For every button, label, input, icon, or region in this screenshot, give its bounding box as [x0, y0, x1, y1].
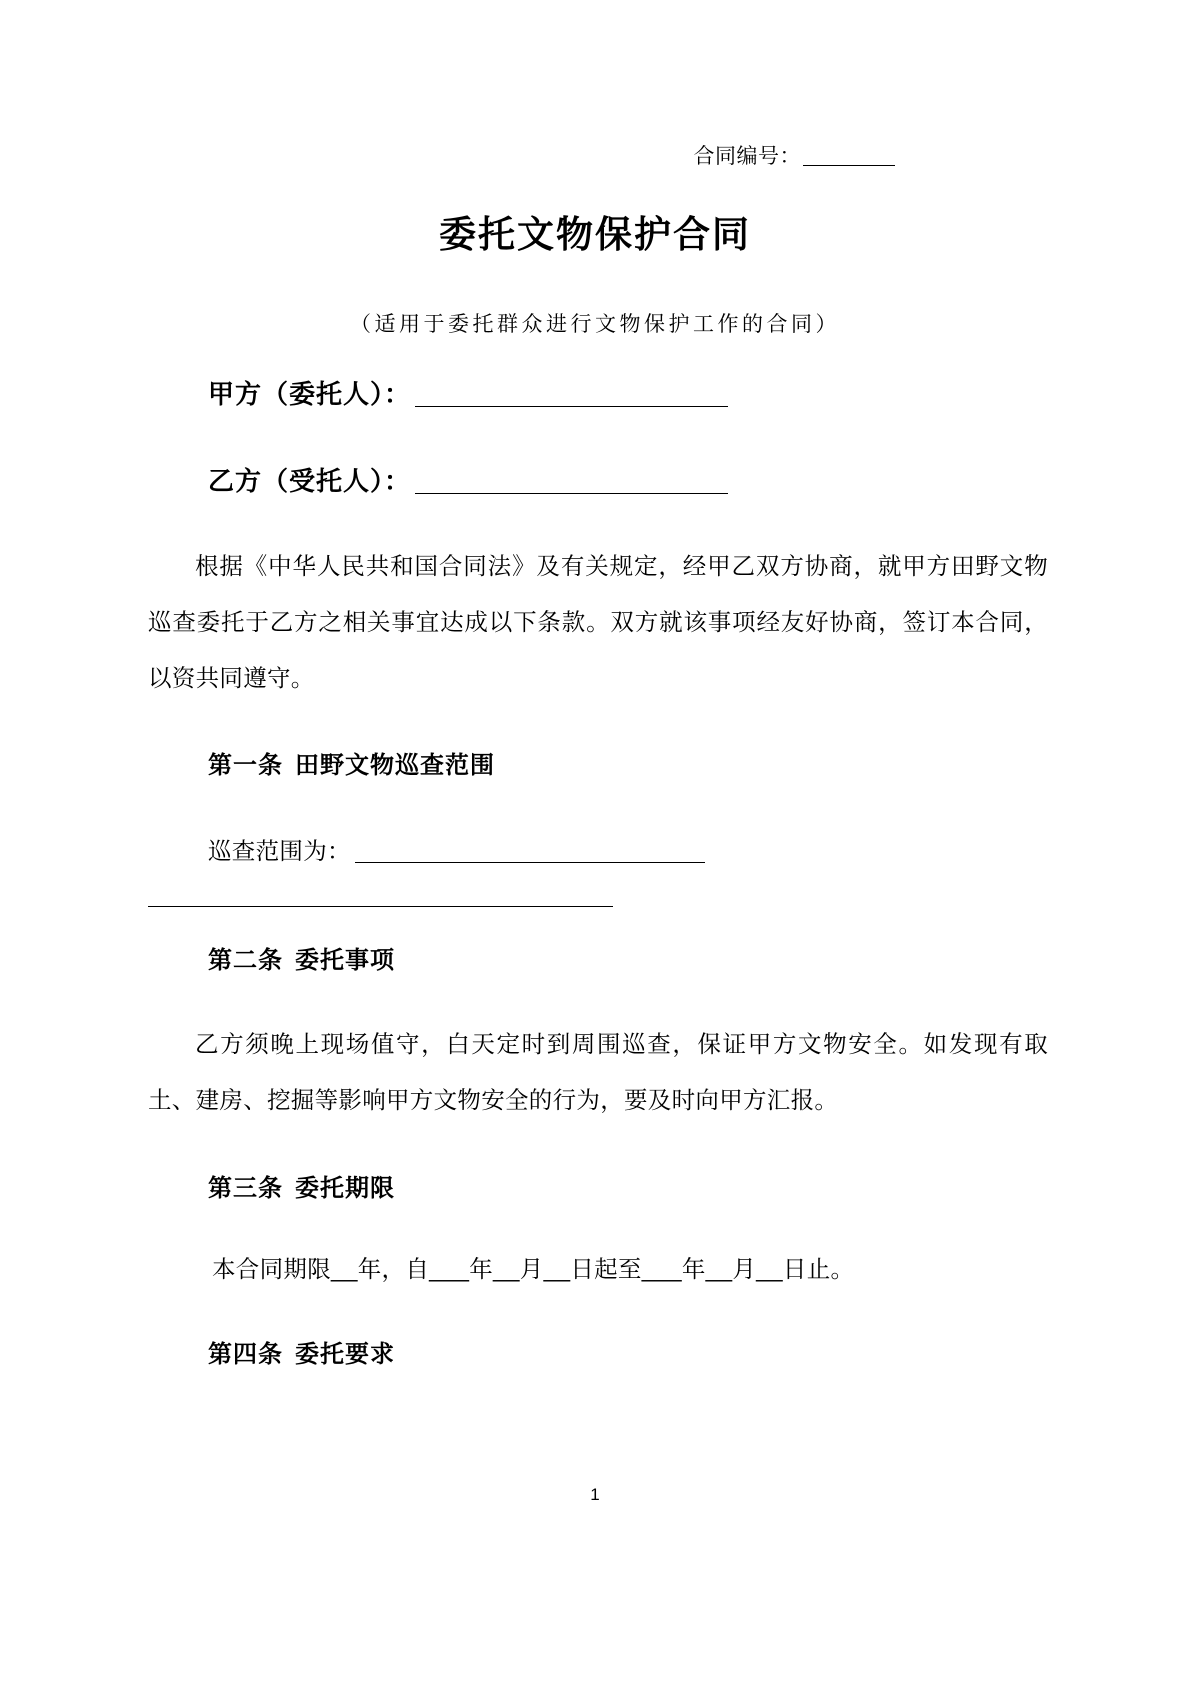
patrol-scope-blank-line-2[interactable]	[148, 892, 613, 907]
contract-number-label: 合同编号：	[693, 145, 801, 168]
section-heading-4	[208, 1334, 395, 1369]
contract-number-field	[694, 145, 896, 168]
section-heading-2	[208, 940, 395, 975]
party-a-label: 甲方（委托人）：	[208, 379, 412, 409]
patrol-scope-blank-line-1[interactable]	[355, 862, 705, 863]
section-2-body: 乙方须晚上现场值守，白天定时到周围巡查，保证甲方文物安全。如发现有取土、建房、挖掘等影响甲方文物安全的行为，要及时向甲方汇报。	[148, 1031, 1048, 1113]
section-3-title: 委托期限	[295, 1175, 395, 1202]
patrol-scope-row	[208, 832, 705, 866]
page-number: 1	[590, 1485, 600, 1504]
section-1-title: 田野文物巡查范围	[295, 752, 495, 779]
page-title: 委托文物保护合同	[439, 215, 751, 256]
party-a-blank[interactable]	[415, 406, 728, 407]
section-4-number: 第四条	[208, 1341, 283, 1368]
section-heading-3	[208, 1168, 395, 1203]
party-b-label: 乙方（受托人）：	[208, 466, 412, 496]
contract-number-row	[0, 140, 1190, 170]
section-1-number: 第一条	[208, 752, 283, 779]
patrol-scope-label: 巡查范围为：	[208, 838, 351, 864]
party-b-row	[208, 461, 728, 498]
party-b-blank[interactable]	[415, 493, 728, 494]
section-2-title: 委托事项	[295, 947, 395, 974]
section-4-title: 委托要求	[295, 1341, 395, 1368]
page-subtitle: （适用于委托群众进行文物保护工作的合同）	[350, 312, 840, 336]
section-2-number: 第二条	[208, 947, 283, 974]
party-a-row	[208, 374, 728, 411]
contract-term-line[interactable]: 本合同期限__年，自___年__月__日起至___年__月__日止。	[212, 1256, 855, 1282]
contract-number-blank[interactable]	[803, 165, 895, 166]
section-3-number: 第三条	[208, 1175, 283, 1202]
preamble-paragraph: 根据《中华人民共和国合同法》及有关规定，经甲乙双方协商，就甲方田野文物巡查委托于乙方之相关事宜达成以下条款。双方就该事项经友好协商，签订本合同，以资共同遵守。	[148, 553, 1048, 691]
section-heading-1	[208, 745, 495, 780]
